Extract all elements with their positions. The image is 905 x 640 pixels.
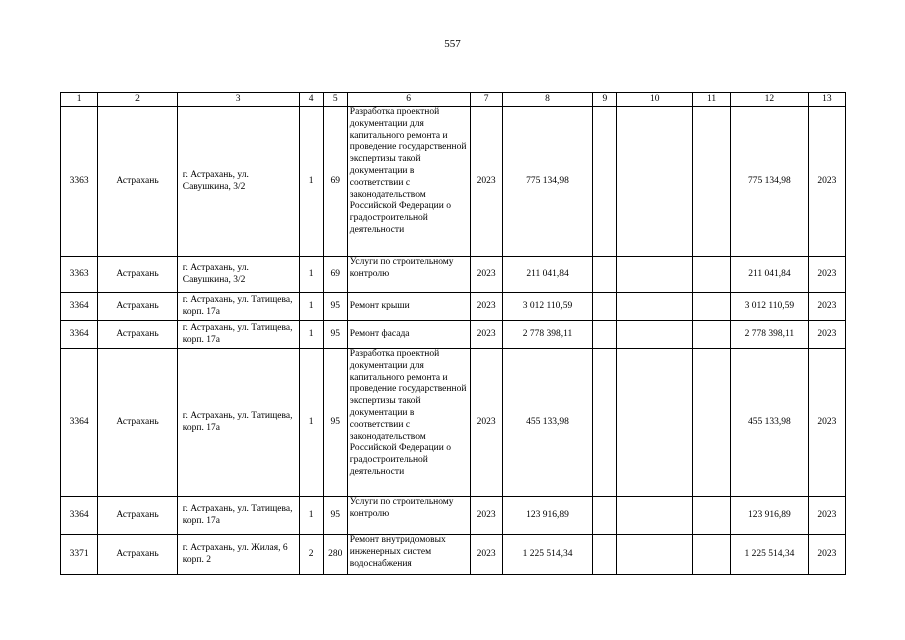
- cell-city: Астрахань: [98, 497, 178, 535]
- cell-address: г. Астрахань, ул. Жилая, 6 корп. 2: [177, 535, 299, 575]
- cell-col9: [593, 349, 617, 497]
- works-table: [60, 92, 846, 575]
- table-row: [61, 349, 846, 497]
- cell-col11: [692, 321, 730, 349]
- cell-city: Астрахань: [98, 107, 178, 257]
- col-header: 7: [470, 93, 502, 107]
- cell-work: Разработка проектной документации для капитального ремонта и проведение государственной экспертизы такой документации в соответствии с законодательством Российской Федерации о градостроительной деятельности: [347, 107, 470, 257]
- cell-id: 3371: [61, 535, 98, 575]
- cell-year: 2023: [470, 535, 502, 575]
- cell-id: 3364: [61, 293, 98, 321]
- cell-col4: 2: [299, 535, 323, 575]
- cell-col5: 95: [323, 497, 347, 535]
- cell-col5: 95: [323, 293, 347, 321]
- cell-address: г. Астрахань, ул. Савушкина, 3/2: [177, 257, 299, 293]
- col-header: 4: [299, 93, 323, 107]
- cell-work: Ремонт крыши: [347, 293, 470, 321]
- col-header: 9: [593, 93, 617, 107]
- col-header: 1: [61, 93, 98, 107]
- cell-col12: 123 916,89: [731, 497, 808, 535]
- cell-col13: 2023: [808, 497, 845, 535]
- cell-work: Услуги по строительному контролю: [347, 257, 470, 293]
- cell-col11: [692, 107, 730, 257]
- cell-id: 3363: [61, 257, 98, 293]
- cell-total: 211 041,84: [502, 257, 593, 293]
- cell-col9: [593, 293, 617, 321]
- col-header: 13: [808, 93, 845, 107]
- cell-city: Астрахань: [98, 535, 178, 575]
- cell-col10: [617, 107, 692, 257]
- cell-city: Астрахань: [98, 293, 178, 321]
- cell-address: г. Астрахань, ул. Татищева, корп. 17а: [177, 349, 299, 497]
- cell-col4: 1: [299, 257, 323, 293]
- col-header: 3: [177, 93, 299, 107]
- cell-col11: [692, 497, 730, 535]
- cell-total: 2 778 398,11: [502, 321, 593, 349]
- cell-year: 2023: [470, 257, 502, 293]
- col-header: 11: [692, 93, 730, 107]
- table-row: [61, 321, 846, 349]
- cell-total: 455 133,98: [502, 349, 593, 497]
- col-header: 10: [617, 93, 692, 107]
- cell-col9: [593, 535, 617, 575]
- cell-col12: 3 012 110,59: [731, 293, 808, 321]
- cell-col12: 211 041,84: [731, 257, 808, 293]
- cell-col13: 2023: [808, 349, 845, 497]
- page-number: 557: [444, 38, 461, 50]
- cell-col11: [692, 257, 730, 293]
- cell-col9: [593, 321, 617, 349]
- cell-address: г. Астрахань, ул. Татищева, корп. 17а: [177, 321, 299, 349]
- cell-total: 3 012 110,59: [502, 293, 593, 321]
- cell-total: 1 225 514,34: [502, 535, 593, 575]
- cell-total: 775 134,98: [502, 107, 593, 257]
- cell-year: 2023: [470, 293, 502, 321]
- cell-col5: 95: [323, 349, 347, 497]
- cell-col11: [692, 293, 730, 321]
- cell-col10: [617, 293, 692, 321]
- cell-col10: [617, 257, 692, 293]
- cell-col4: 1: [299, 349, 323, 497]
- cell-col11: [692, 535, 730, 575]
- cell-id: 3364: [61, 497, 98, 535]
- cell-col5: 280: [323, 535, 347, 575]
- col-header: 8: [502, 93, 593, 107]
- col-header: 12: [731, 93, 808, 107]
- table-row: [61, 107, 846, 257]
- cell-address: г. Астрахань, ул. Татищева, корп. 17а: [177, 497, 299, 535]
- cell-col10: [617, 321, 692, 349]
- cell-col10: [617, 535, 692, 575]
- cell-col12: 2 778 398,11: [731, 321, 808, 349]
- cell-work: Ремонт фасада: [347, 321, 470, 349]
- cell-city: Астрахань: [98, 321, 178, 349]
- col-header: 6: [347, 93, 470, 107]
- cell-col13: 2023: [808, 535, 845, 575]
- table-row: [61, 497, 846, 535]
- cell-col9: [593, 497, 617, 535]
- table-row: [61, 293, 846, 321]
- cell-id: 3363: [61, 107, 98, 257]
- cell-col12: 775 134,98: [731, 107, 808, 257]
- cell-city: Астрахань: [98, 257, 178, 293]
- cell-col13: 2023: [808, 257, 845, 293]
- cell-year: 2023: [470, 107, 502, 257]
- table-row: [61, 257, 846, 293]
- cell-col4: 1: [299, 293, 323, 321]
- cell-col5: 95: [323, 321, 347, 349]
- cell-work: Ремонт внутридомовых инженерных систем водоснабжения: [347, 535, 470, 575]
- cell-col13: 2023: [808, 107, 845, 257]
- cell-year: 2023: [470, 321, 502, 349]
- cell-total: 123 916,89: [502, 497, 593, 535]
- cell-col4: 1: [299, 321, 323, 349]
- cell-col12: 455 133,98: [731, 349, 808, 497]
- cell-year: 2023: [470, 497, 502, 535]
- cell-work: Услуги по строительному контролю: [347, 497, 470, 535]
- cell-col12: 1 225 514,34: [731, 535, 808, 575]
- cell-address: г. Астрахань, ул. Татищева, корп. 17а: [177, 293, 299, 321]
- cell-id: 3364: [61, 321, 98, 349]
- cell-id: 3364: [61, 349, 98, 497]
- cell-col10: [617, 497, 692, 535]
- cell-col4: 1: [299, 107, 323, 257]
- cell-col4: 1: [299, 497, 323, 535]
- col-header: 2: [98, 93, 178, 107]
- cell-col5: 69: [323, 257, 347, 293]
- cell-year: 2023: [470, 349, 502, 497]
- cell-col10: [617, 349, 692, 497]
- table-row: [61, 535, 846, 575]
- cell-col9: [593, 257, 617, 293]
- cell-col5: 69: [323, 107, 347, 257]
- cell-col13: 2023: [808, 293, 845, 321]
- cell-col13: 2023: [808, 321, 845, 349]
- cell-work: Разработка проектной документации для капитального ремонта и проведение государственной экспертизы такой документации в соответствии с законодательством Российской Федерации о градостроительной деятельности: [347, 349, 470, 497]
- header-row: [61, 93, 846, 107]
- cell-col9: [593, 107, 617, 257]
- cell-city: Астрахань: [98, 349, 178, 497]
- cell-address: г. Астрахань, ул. Савушкина, 3/2: [177, 107, 299, 257]
- cell-col11: [692, 349, 730, 497]
- col-header: 5: [323, 93, 347, 107]
